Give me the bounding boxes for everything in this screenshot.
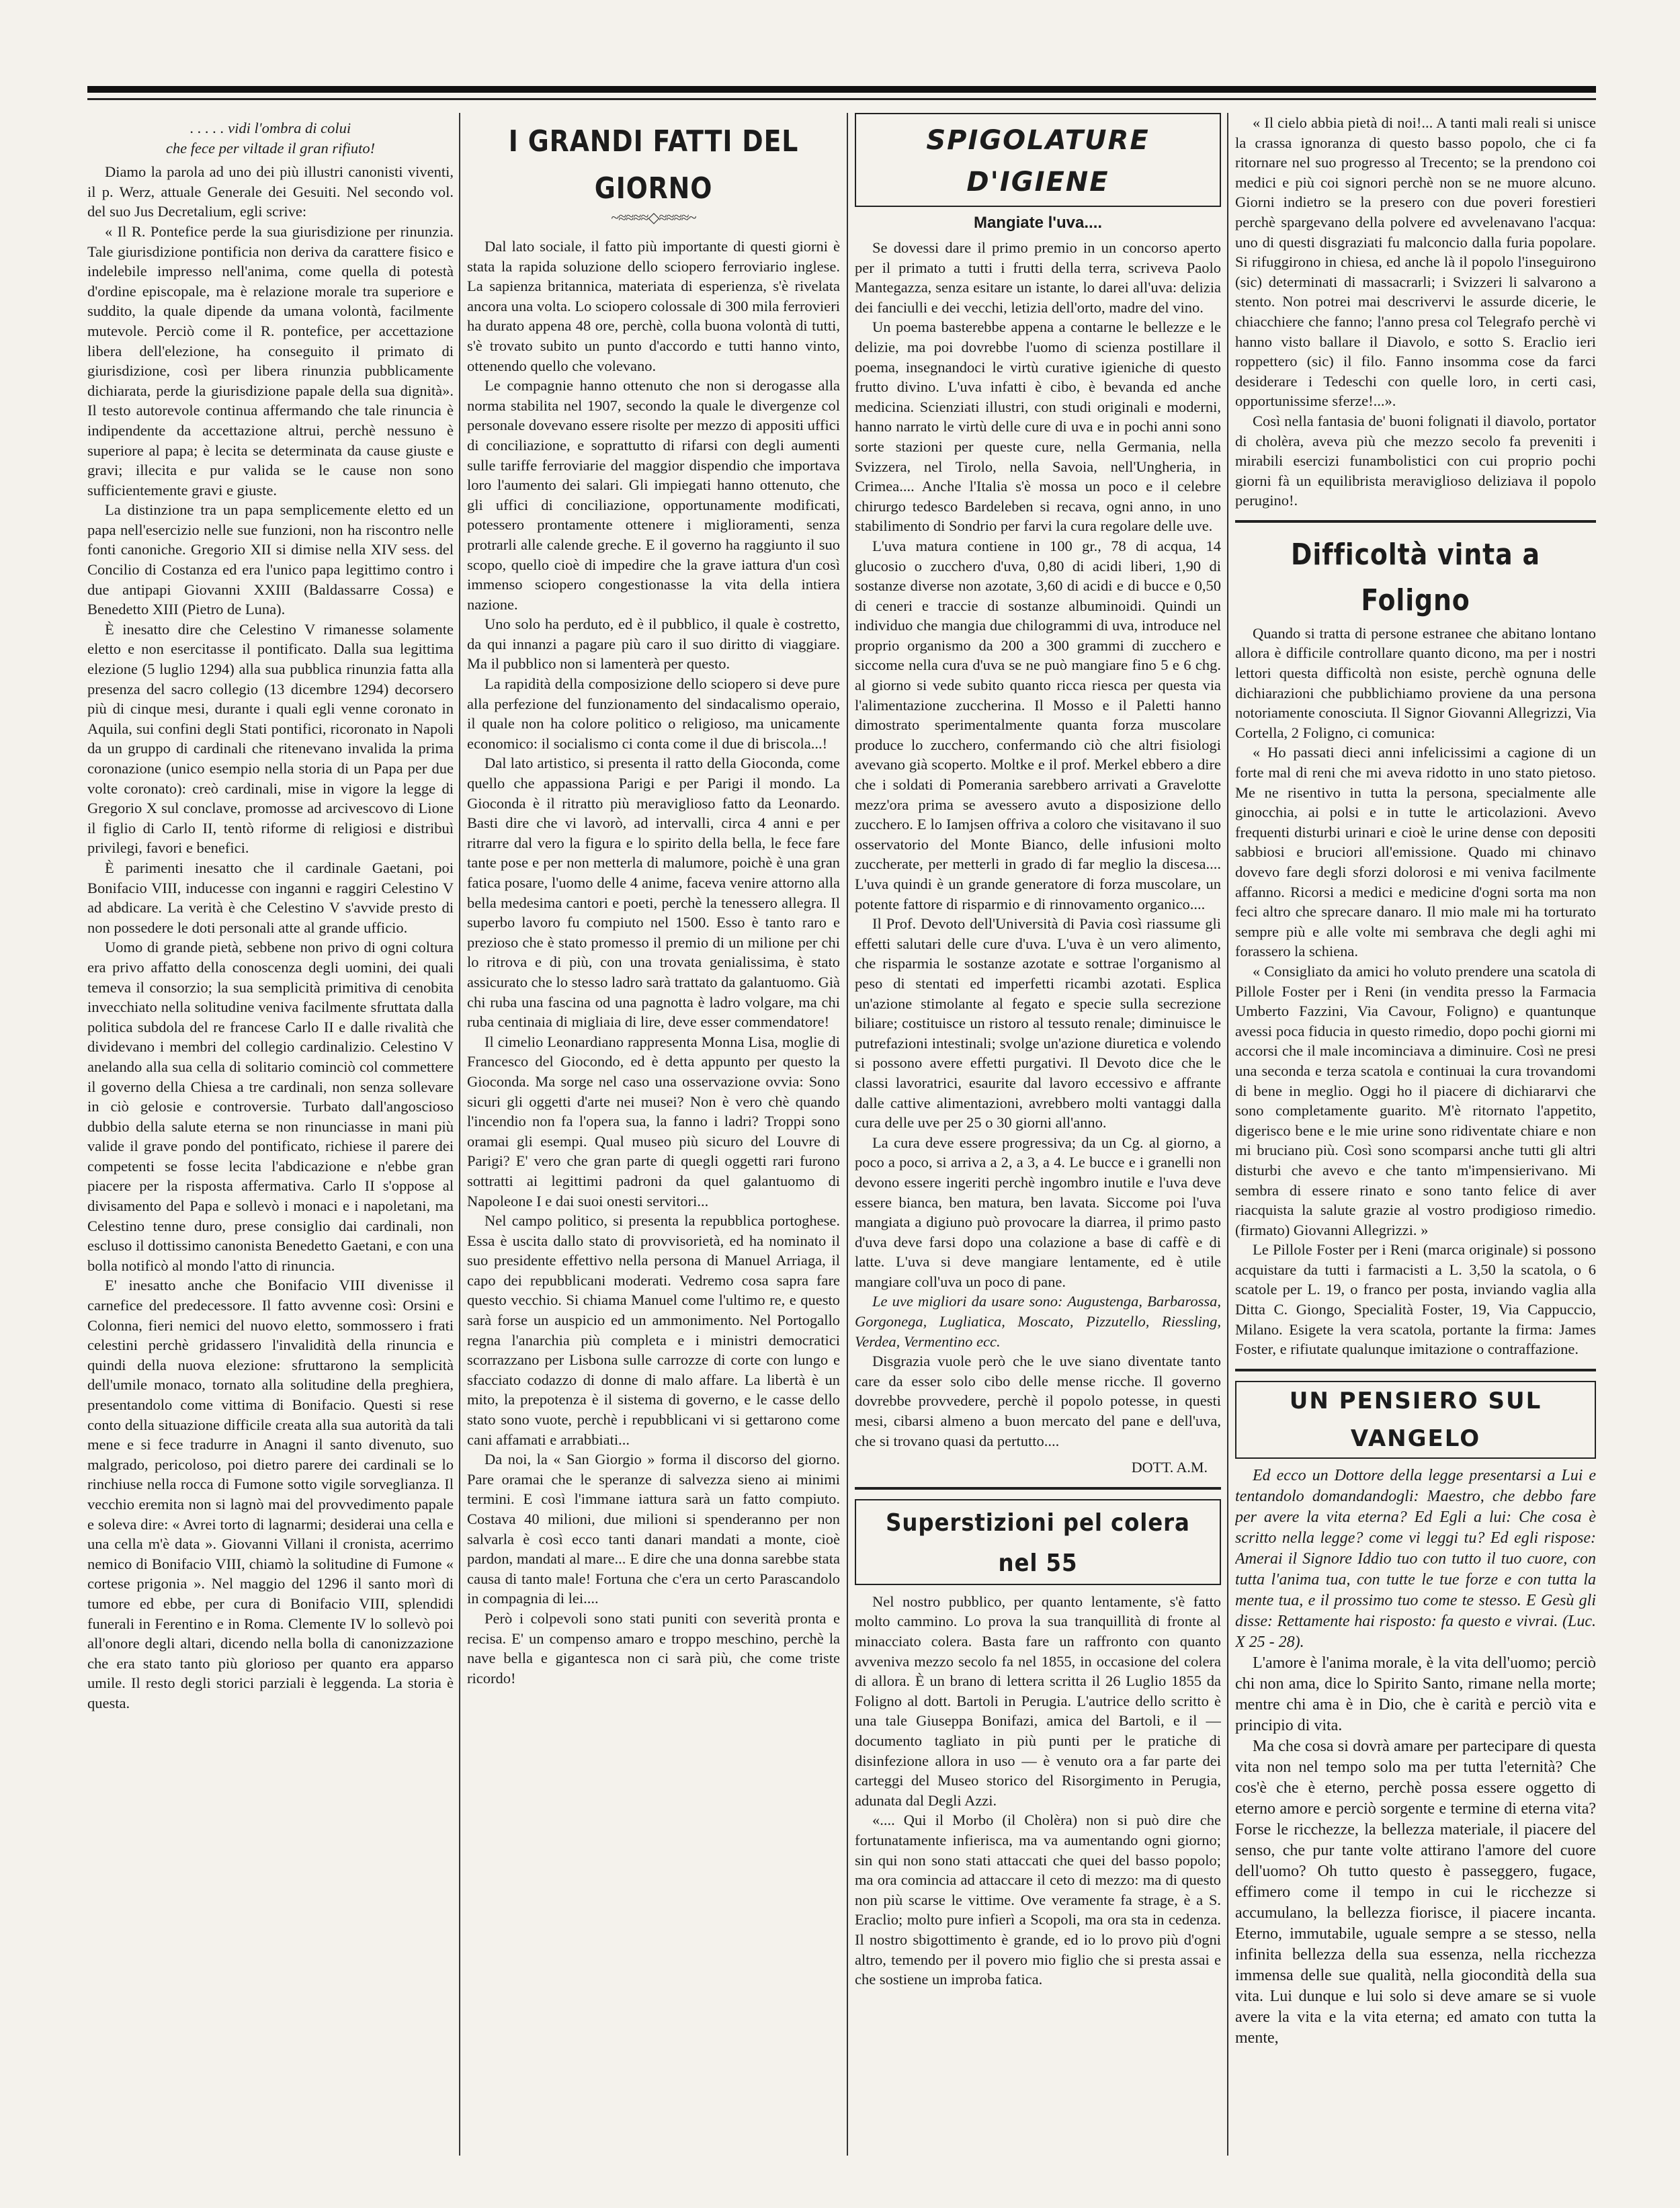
column-3-igiene (855, 113, 1221, 2162)
paragraph: È inesatto dire che Celestino V rimanesse solamente eletto e non esercitasse il pontificato. Dalla sua legittima elezione (5 luglio 1294) alla sua pubblica rinunzia fatta alla presenza del sacro collegio (13 dicembre 1294) decorsero più di cinque mesi, durante i quali egli venne coronato in Aquila, sui confini degli Stati pontifici, ricoronato in Napoli da un gruppo di cardinali che ritenevano invalida la prima coronazione (unico esempio nella storia di un Papa per due volte coronato): creò cardinali, mise in vigore la legge di Gregorio X sul conclave, promosse ad arcivescovo di Lione il figlio di Carlo II, tentò riforme di religiosi e distribuì privilegi, favori e benefici. (87, 620, 454, 857)
paragraph: Le uve migliori da usare sono: Augustenga, Barbarossa, Gorgonega, Lugliatica, Moscato, Pizzutello, Riessling, Verdea, Vermentino ecc. (855, 1293, 1221, 1350)
paragraph: Dal lato artistico, si presenta il ratto della Gioconda, come quello che appassiona Parigi e per Parigi il mondo. La Gioconda è il ritratto più meraviglioso fatto da Leonardo. Basti dire che vi lavorò, ad intervalli, circa 4 anni e per ritrarre dal vero la figura e lo spirito della bella, le fece fare tante pose e per non metterla di malumore, poichè è una gran fatica posare, l'uomo delle 4 anime, faceva venire attorno alla bella medesima cantori e poeti, perchè la tenessero allegra. Il superbo lavoro fu compiuto nel 1500. Esso è tanto raro e prezioso che è stato promesso il premio di un milione per chi lo ritrova e di più, con una trovata genialissima, è stato assicurato che lo stesso ladro sarà trattato da galantuomo. Già chi ruba una fascina od una pagnotta è ladro volgare, ma chi ruba centinaia di migliaia di lire, deve esser commendatore! (467, 755, 840, 1031)
paragraph: La distinzione tra un papa semplicemente eletto ed un papa nell'esercizio nelle sue funzioni, non ha riscontro nelle fonti canoniche. Gregorio XII si dimise nella XIV sess. del Concilio di Costanza ed era l'unico papa legittimo contro i due antipapi Giovanni XXIII (Baldassarre Cossa) e Benedetto XIII (Pietro de Luna). (87, 501, 454, 618)
paragraph: Ma che cosa si dovrà amare per partecipare di questa vita non nel tempo solo ma per tutta l'eternità? Che cos'è che è eterno, perchè possa essere oggetto di eterno amore e perciò sorgente e termine di eterna vita? Forse le ricchezze, la bellezza materiale, il piacere del senso, che pur tante volte attirano l'amore del cuore dell'uomo? Oh tutto questo è passeggero, fugace, effimero come il tempo in cui le ricchezze si accumulano, la bellezza fiorisce, il piacere incanta. Eterno, immutabile, uguale sempre a se stesso, nella infinita bellezza della sua essenza, nella ricchezza immensa delle sue qualità, nella giocondità della sua vita. Lui dunque e lui solo si deve amare se si vuole avere la vita e la vita eterna; ed amato con tutta la mente, (1235, 1737, 1596, 2047)
paragraph: Da noi, la « San Giorgio » forma il discorso del giorno. Pare oramai che le speranze di salvezza sieno ai minimi termini. E così l'immane iattura sarà un fatto compiuto. Costava 40 milioni, due milioni si spenderanno per non salvarla è così ecco tanti danari mandati a monte, cioè pardon, mandati al mare... E dire che una donna sarebbe stata causa di tanto male! Fortuna che c'era un certo Parascandolo in compagnia di lei.... (467, 1451, 840, 1607)
paragraph: «.... Qui il Morbo (il Cholèra) non si può dire che fortunatamente infierisca, ma va aumentando ogni giorno; sin qui non sono stati attaccati che quei del basso popolo; ma ora comincia ad attaccare il ceto di mezzo: ma di questo non più scarse le vittime. Ove veramente fa strage, è a S. Eraclio; molto pure infierì a Scopoli, ma ora sta in cedenza. Il nostro sbigottimento è grande, ed io lo provo più d'ogni altro, temendo per il povero mio figlio che si presta assai e che sostiene un improba fatica. (855, 1812, 1221, 1988)
paragraph: « Il cielo abbia pietà di noi!... A tanti mali reali si unisce la crassa ignoranza di questo basso popolo, che ci fa ritornare nel suo progresso al Trecento; se la prendono coi medici e più coi signori perchè non se ne muore alcuno. Giorni indietro se la presero con due poveri forestieri perchè spargevano della polvere ed avvelenavano l'acqua: uno di questi disgraziati fu malconcio dalla furia popolare. Si rifuggirono in chiesa, ed anche là il popolo l'inseguirono (sic) determinati di massacrarli; i Svizzeri li salvarono a stento. Non potrei mai descrivervi le assurde dicerie, le chiacchiere che fanno; l'anno presa col Telegrafo perchè vi hanno visto ballare il Diavolo, e sotto S. Eraclio ieri roppettero (sic) il filo. Fanno insomma cose da farci desiderare i Tedeschi con quelle loro, in certi casi, opportunissime sferze!...». (1235, 114, 1596, 410)
column-rule (847, 113, 848, 2156)
section-divider (1235, 1369, 1596, 1371)
newspaper-page (87, 86, 1596, 2162)
paragraph: Uomo di grande pietà, sebbene non privo di ogni coltura era privo affatto della conoscenza degli uomini, dei quali temeva il consorzio; la sua semplicità primitiva di cenobita invecchiato nella solitudine veniva facilmente sfruttata dalla politica subdola del re francese Carlo II e dalle rivalità che dividevano i membri del collegio cardinalizio. Celestino V anelando alla sua cella di solitario cominciò col commettere il governo della Chiesa a tre cardinali, non senza sollevare in ciò gelosie e controversie. Turbato dall'angoscioso dubbio della salute eterna se non rinunciasse in mani più valide il grave pondo del pontificato, richiese il parere dei competenti se fosse lecita l'abdicazione e n'ebbe gran piacere per la risposta affermativa. Carlo II s'oppose al divisamento del Papa e sollevò i monaci e i napoletani, ma Celestino tenne duro, prese consiglio dai cardinali, non escluso il dottissimo canonista Benedetto Gaetani, e con una bolla notificò al mondo l'atto di rinuncia. (87, 939, 454, 1274)
column-4 (1235, 113, 1596, 2162)
verse-line: che fece per viltade il gran rifiuto! (165, 139, 376, 157)
paragraph: Diamo la parola ad uno dei più illustri canonisti viventi, il p. Werz, attuale Generale dei Gesuiti. Nel secondo vol. del suo Jus Decretalium, egli scrive: (87, 163, 454, 220)
paragraph: È parimenti inesatto che il cardinale Gaetani, poi Bonifacio VIII, inducesse con inganni e raggiri Celestino V ad abdicare. La verità è che Celestino V s'avvide presto di non possedere le doti personali atte al grande ufficio. (87, 859, 454, 936)
signature: DOTT. A.M. (1131, 1459, 1208, 1476)
column-rule (1227, 113, 1228, 2156)
top-rule (87, 86, 1596, 93)
paragraph: Nel campo politico, si presenta la repubblica portoghese. Essa è uscita dallo stato di provvisorietà, ed ha nominato il suo presidente effettivo nella persona di Manuel Arriaga, il capo dei repubblicani moderati. Vedremo cosa sapra fare questo vecchio. Si chiama Manuel come l'ultimo re, e questo sarà forse un auspicio ed un ammonimento. Nel Portogallo regna l'anarchia più completa e i ministri democratici scorrazzano per Lisbona sulle carrozze di corte con lungo e sfacciato codazzo di donne di malo affare. La libertà è un mito, la prepotenza è il sistema di governo, e le casse dello stato sono vuote, perchè i repubblicani vi si gettarono come cani affamati e arrabbiati... (467, 1212, 840, 1448)
paragraph: Però i colpevoli sono stati puniti con severità pronta e recisa. E' un compenso amaro e troppo meschino, perchè la nave bella e gigantesca non ci sarà più, che come triste ricordo! (467, 1609, 840, 1687)
paragraph: Le Pillole Foster per i Reni (marca originale) si possono acquistare da tutti i farmacisti a L. 3,50 la scatola, o 6 scatole per L. 19, o franco per posta, inviando vaglia alla Ditta C. Giongo, Specialità Foster, 19, Via Cappuccio, Milano. Esigete la vera scatola, portante la firma: James Foster, e rifiutate qualunque imitazione o contraffazione. (1235, 1241, 1596, 1358)
paragraph: « Consigliato da amici ho voluto prendere una scatola di Pillole Foster per i Reni (in vendita presso la Farmacia Umberto Fazzini, Via Cavour, Foligno) e quantunque avessi poca fiducia in questo rimedio, dopo pochi giorni mi accorsi che il male incominciava a diminuire. Così ne presi una seconda e terza scatola e continuai la cura trovandomi di bene in meglio. Oggi ho il piacere di dichiararvi che sono completamente guarito. M'è ritornato l'appetito, digerisco bene e le mie urine sono ridiventate chiare e non mi bruciano più. Così sono scomparsi anche tutti gli altri disturbi che avevo e che tanto m'impensierivano. Mi sembra di essere rinato e sono tanto felice di aver riacquista la salute grazie al vostro prodigioso rimedio. (firmato) Giovanni Allegrizzi. » (1235, 962, 1596, 1238)
article-title: Difficoltà vinta a Foligno (1291, 537, 1540, 618)
paragraph: Disgrazia vuole però che le uve siano diventate tanto care da esser solo cibo delle mense ricche. Il governo dovrebbe provvedere, perchè il popolo potesse, in questi mesi, cibarsi almeno a buon mercato del pane e dell'uva, che si trovano quasi da pertutto.... (855, 1353, 1221, 1449)
paragraph: La cura deve essere progressiva; da un Cg. al giorno, a poco a poco, si arriva a 2, a 3, a 4. Le bucce e i granelli non devono essere ingeriti perchè ingombro inutile e l'uva deve essere bianca, ben matura, ben lavata. Siccome poi l'uva mangiata a digiuno può provocare la diarrea, il primo pasto d'uva deve farsi dopo una colazione a base di caffè e di latte. L'uva si deve mangiare lentamente, ed è utile mangiare coll'uva un poco di pane. (855, 1134, 1221, 1290)
column-1-article (87, 113, 454, 2162)
section-header-box (1235, 1381, 1596, 1459)
paragraph: La rapidità della composizione dello sciopero si deve pure alla perfezione del funzionamento del sindacalismo operaio, il quale non ha colore politico o religioso, ma unicamente economico: il socialismo ci conta come il due di briscola...! (467, 675, 840, 752)
ornament-divider: ~≈≈≈≈◇≈≈≈≈~ (611, 209, 696, 226)
section-header-box (855, 1499, 1221, 1585)
article-subtitle: Mangiate l'uva.... (973, 214, 1103, 232)
paragraph: Nel nostro pubblico, per quanto lentamente, s'è fatto molto cammino. Lo prova la sua tranquillità di fronte al minacciato colera. Basta fare un raffronto con quanto avveniva mezzo secolo fa nel 1855, in occasione del colera di allora. È un brano di lettera scritta il 26 Luglio 1855 da Foligno al dott. Bartoli in Perugia. L'autrice dello scritto è una tale Giuseppa Bonifazi, amica del Bartoli, e il — documento tagliato in più punti per le pratiche di disinfezione allora in uso — è venuto ora a far parte dei carteggi del Museo storico del Risorgimento in Perugia, adunata dal Degli Azzi. (855, 1593, 1221, 1809)
article-title: Superstizioni pel colera nel 55 (886, 1509, 1190, 1577)
paragraph: « Il R. Pontefice perde la sua giurisdizione per rinunzia. Tale giurisdizione pontificia non deriva da carattere fisico e indelebile impresso nell'anima, come quella di potestà d'ordine episcopale, ma è relazione morale tra superiore e suddito, la quale dipende da umana volontà, facilmente mutevole. Perciò come il R. pontefice, per accettazione libera dell'elezione, ha conseguito il primato di giurisdizione, così per libera rinunzia pubblicamente dichiarata, perde la giurisdizione papale della sua dignità». Il testo autorevole continua affermando che tale rinuncia è indipendente da accettazione altrui, perchè nessuno è superiore al papa; è lecita se determinata da cause giuste e gravi; illecita e pur valida se le cause non sono sufficientemente gravi e giuste. (87, 222, 454, 499)
column-rule (459, 113, 460, 2156)
paragraph: E' inesatto anche che Bonifacio VIII divenisse il carnefice del predecessore. Il fatto avvenne così: Orsini e Colonna, fieri nemici del nuovo eletto, sommossero i frati celestini perchè gridassero l'invalidità della rinuncia e quindi della nuova elezione: sfruttarono la semplicità dell'umile monaco, tornato alla solitudine della preghiera, presentandolo come vittima di Bonifacio. Questi si rese conto della situazione difficile creata alla sua autorità da tali mene e si fece tradurre in Anagni il santo divenuto, suo malgrado, pericoloso, poi dietro parere dei cardinali se lo rinchiuse nella rocca di Fumone sotto vigile sorveglianza. Il vecchio eremita non si lagnò mai del provvedimento papale e soleva dire: « Avrei torto di lagnarmi; desiderai una cella e una cella m'è data ». Giovanni Villani il cronista, acerrimo nemico di Bonifacio VIII, chiamò la solitudine di Fumone « cortese prigonia ». Nel maggio del 1296 il santo morì di tumore ed ebbe, per cura di Bonifacio VIII, splendidi funerali in Ferentino e in Roma. Clemente IV lo sollevò poi all'onore degli altari, dicendo nella bolla di canonizzazione che era stato tanto più glorioso per quanto era apparso umile. Il resto degli storici parziali è leggenda. La storia è questa. (87, 1277, 454, 1711)
top-rule-thin (87, 98, 1596, 100)
column-2-grandi-fatti (467, 113, 840, 2162)
section-header-box (855, 113, 1221, 207)
paragraph: Le compagnie hanno ottenuto che non si derogasse alla norma stabilita nel 1907, secondo la quale le divergenze col personale dovevano essere risolte per mezzo di appositi uffici di conciliazione, e soprattutto di rifarsi con degli aumenti sulle tariffe ferroviarie del maggior dispendio che importava loro l'aumento dei salari. Gli impiegati hanno ottenuto, che gli uffici di conciliazione, opportunamente modificati, potessero prontamente ottenere i miglioramenti, senza protrarli alle calende greche. E il governo ha raggiunto il suo scopo, quello cioè di impedire che la grave iattura d'un così immenso sciopero congestionasse la vita della intiera nazione. (467, 377, 840, 613)
paragraph: L'amore è l'anima morale, è la vita dell'uomo; perciò chi non ama, dice lo Spirito Santo, rimane nella morte; mentre chi ama è in Dio, che è carità e perciò vita e principio di vita. (1235, 1654, 1596, 1734)
gospel-quote: Ed ecco un Dottore della legge presentarsi a Lui e tentandolo domandandogli: Maestro, che debbo fare per avere la vita eterna? Ed Egli a lui: Che cosa è scritto nella legge? come vi leggi tu? Ed egli rispose: Amerai il Signore Iddio tuo con tutto il tuo cuore, con tutta l'anima tua, con tutte le tue forze e con tutta la mente tua, e il prossimo tuo come te stesso. E Gesù gli disse: Rettamente hai risposto: fa questo e vivrai. (Luc. X 25 - 28). (1235, 1466, 1596, 1651)
verse-line: . . . . . vidi l'ombra di colui (190, 120, 351, 136)
section-divider (855, 1487, 1221, 1490)
paragraph: L'uva matura contiene in 100 gr., 78 di acqua, 14 glucosio o zucchero d'uva, 0,80 di acidi liberi, 1,90 di sostanze diverse non azotate, 3,60 di acidi e di bucce e 0,50 di ceneri e traccie di sostanze albuminoidi. Quindi un individuo che mangia due chilogrammi di uva, introduce nel proprio organismo da 200 a 300 grammi di zucchero e siccome nella cura d'uva se ne può mangiare fino 5 e 6 chg. al giorno si vede subito quanto ricca riesca per questa via l'alimentazione zuccherina. Il Mosso e il Paletti hanno dimostrato sperimentalmente quanta forza muscolare produce lo zucchero, confermando ciò che altri fisiologi avevano già scoperto. Moltke e il prof. Merkel ebbero a dire che i soldati di Pomerania sarebbero arrivati a Gravelotte mezz'ora prima se avessero avuto a disposizione dello zucchero. E lo Iamjsen offriva a coloro che visitavano il suo osservatorio del Monte Bianco, delle infusioni molto zuccherate, per metterli in grado di far meglio la discesa.... L'uva quindi è un grande generatore di forza muscolare, un potente fattore di risparmio e di rinnovamento organico.... (855, 537, 1221, 912)
paragraph: Così nella fantasia de' buoni folignati il diavolo, portator di cholèra, aveva più che mezzo secolo fa preveniti i mirabili esercizi funambolistici con cui proprio pochi giorni fà un equilibrista meraviglioso deliziava il popolo perugino!. (1235, 412, 1596, 509)
paragraph: Quando si tratta di persone estranee che abitano lontano allora è difficile controllare quanto dicono, ma per i nostri lettori questa difficoltà non esiste, perchè ognuna delle dichiarazioni che pubblichiamo proviene da una persona notoriamente conosciuta. Il Signor Giovanni Allegrizzi, Via Cortella, 2 Foligno, ci comunica: (1235, 624, 1596, 741)
paragraph: Il Prof. Devoto dell'Università di Pavia così riassume gli effetti salutari delle cure d'uva. L'uva è un vero alimento, che risparmia le sostanze azotate e sottrae l'organismo al peso di stentati ed imperfetti ricambi azotati. Esplica un'azione stimolante al fegato e specie sulla secrezione biliare; costituisce un ristoro al tessuto renale; diminuisce le putrefazioni intestinali; svolge un'azione diuretica e volendo si possono avere effetti purgativi. Il Devoto dice che le classi lavoratrici, esaurite dal lavoro eccessivo e affrante dalle cattive alimentazioni, avrebbero molti vantaggi dalla cura delle uve per 25 o 30 giorni all'anno. (855, 915, 1221, 1132)
paragraph: Il cimelio Leonardiano rappresenta Monna Lisa, moglie di Francesco del Giocondo, ed è detta appunto per questo la Gioconda. Ma sorge nel caso una osservazione ovvia: Sono sicuri gli oggetti d'arte nei musei? Non è vero chè quando l'incendio non fa l'opera sua, la fanno i ladri? Troppi sono oramai gli esempi. Qual museo più sicuro del Louvre di Parigi? E' vero che gran parte di quegli oggetti rari furono sottratti ai legittimi padroni da quel galantuomo di Napoleone I e dai suoi onesti servitori... (467, 1033, 840, 1209)
article-title: I GRANDI FATTI DEL GIORNO (508, 124, 799, 206)
paragraph: Uno solo ha perduto, ed è il pubblico, il quale è costretto, da qui innanzi a pagare più caro il suo diritto di viaggiare. Ma il pubblico non si lamenterà per questo. (467, 615, 840, 673)
paragraph: Se dovessi dare il primo premio in un concorso aperto per il primato a tutti i frutti della terra, scriveva Paolo Mantegazza, senza esitare un istante, lo darei all'uva: delizia dei fanciulli e dei vecchi, letizia dell'orto, madre del vino. (855, 239, 1221, 316)
paragraph: « Ho passati dieci anni infelicissimi a cagione di un forte mal di reni che mi aveva ridotto in uno stato pietoso. Me ne risentivo in tutta la persona, specialmente alle ginocchia, ai polsi e in tutte le articolazioni. Avevo frequenti disturbi urinari e cioè le urine dense con depositi sabbiosi e bruciori all'emissione. Quado mi chinavo dovevo fare degli sforzi dolorosi e mi veniva facilmente affanno. Ricorsi a medici e medicine d'ogni sorta ma non feci altro che sprecare danaro. Il mio male mi ha torturato sempre più e alle volte mi sembrava che degli aghi mi forassero la schiena. (1235, 744, 1596, 960)
paragraph: Dal lato sociale, il fatto più importante di questi giorni è stata la rapida soluzione dello sciopero ferroviario inglese. La sapienza britannica, materiata di esperienza, s'è rivelata ancora una volta. Lo sciopero colossale di 300 mila ferrovieri ha durato appena 48 ore, perchè, colla buona volontà di tutti, s'è trovato subito un punto d'accordo e tutti hanno vinto, ottenendo quello che volevano. (467, 238, 840, 374)
section-title: SPIGOLATURE D'IGIENE (926, 125, 1150, 198)
section-title: UN PENSIERO SUL VANGELO (1289, 1387, 1542, 1452)
paragraph: Un poema basterebbe appena a contarne le bellezze e le delizie, ma poi dovrebbe l'uomo di scienza postillare il poema, insegnandoci le virtù curative igieniche di questo frutto divino. L'uva infatti è cibo, è bevanda ed anche medicina. Scienziati illustri, con studi originali e moderni, hanno narrato le virtù delle cure di uva e in pochi anni sono sorte stazioni per queste cure, nella Germania, nella Svizzera, nel Tirolo, nella Savoia, nell'Ungheria, in Crimea.... Anche l'Italia s'è mossa un poco e il celebre chirurgo tedesco Bardeleben si recava, ogni anno, in uno stabilimento di Sondrio per farvi la cura regolare delle uve. (855, 319, 1221, 535)
section-divider (1235, 520, 1596, 523)
